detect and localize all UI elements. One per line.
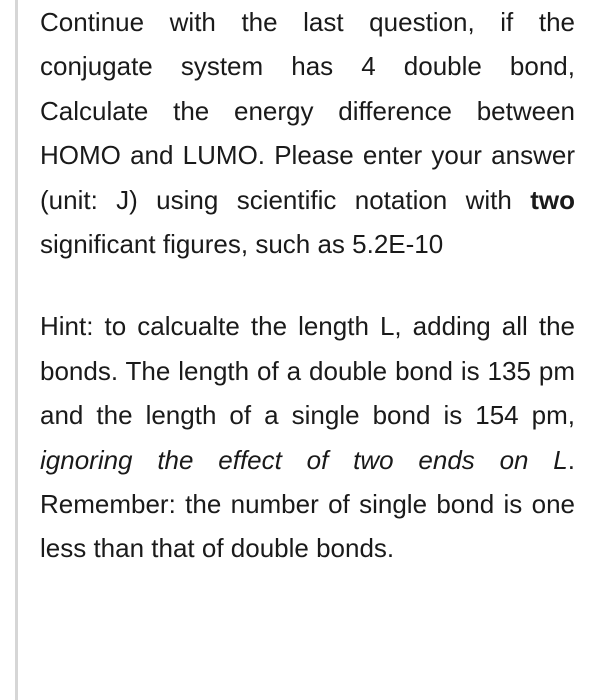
hint-text: Hint: to calcualte the length L, adding all the bonds. The length of a double bond is 135 pm and the length of a single bond is 154 pm, [40,311,575,431]
hint-text-end: . Remember: the number of single bond is one less than that of double bonds. [40,444,575,564]
hint-italic: ignoring the effect of two ends on L [40,444,568,475]
question-content [40,0,575,571]
question-paragraph [40,0,575,266]
left-border-rule [15,0,18,700]
question-text-end: significant figures, such as 5.2E-10 [40,229,444,260]
hint-paragraph [40,304,575,570]
question-text: Continue with the last question, if the conjugate system has 4 double bond, Calculate the energy difference between HOMO and LUMO. Please enter your answer (unit: J) using scientific notation with [40,7,575,215]
question-emphasis: two [530,184,575,215]
